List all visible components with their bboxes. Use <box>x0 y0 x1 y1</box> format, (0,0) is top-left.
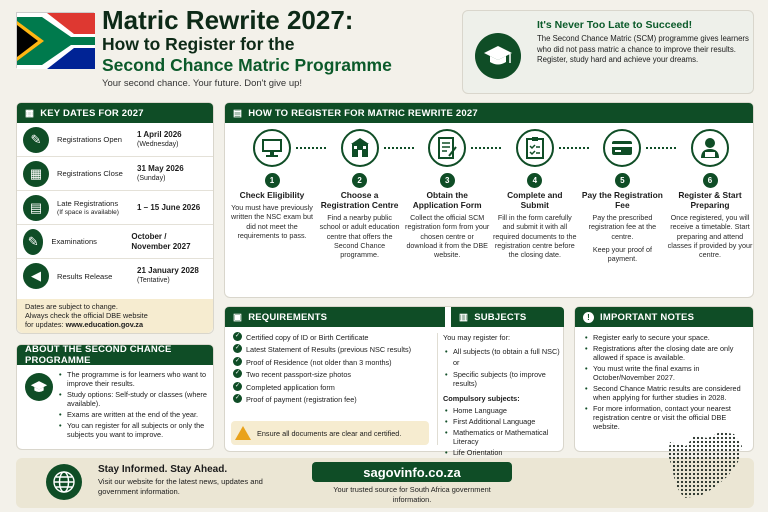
sa-flag <box>16 12 94 68</box>
step-title: Obtain the Application Form <box>412 190 482 210</box>
note-line2: Always check the official DBE website <box>25 311 148 320</box>
requirement-item: ✓ Proof of Residence (not older than 3 months) <box>233 358 433 367</box>
key-date-label: Late Registrations <box>57 198 119 208</box>
requirement-item: ✓ Latest Statement of Results (previous NSC results) <box>233 345 433 354</box>
step-number: 5 <box>615 173 630 188</box>
step-description: You must have previously written the NSC exam but did not meet the requirements to pass. <box>231 203 313 240</box>
step-title: Check Eligibility <box>239 190 305 200</box>
key-date-row <box>17 157 213 191</box>
clipboard-icon: ▣ <box>233 311 243 323</box>
note-line3: for updates: <box>25 320 66 329</box>
step-number: 3 <box>440 173 455 188</box>
key-date-value: October / November 2027 <box>131 231 191 251</box>
key-date-row <box>17 225 213 259</box>
subjects-title: SUBJECTS <box>474 311 527 323</box>
about-panel <box>16 344 214 450</box>
page-title-line2: How to Register for the <box>102 34 295 54</box>
note-item: • For more information, contact your nearest registration centre or visit the official DBE website. <box>583 404 751 431</box>
key-date-value: 1 April 2026 <box>137 129 182 139</box>
key-dates-title: KEY DATES FOR 2027 <box>40 107 144 119</box>
about-item: • Study options: Self-study or classes (where available). <box>57 390 209 408</box>
document-icon: ▤ <box>23 195 49 221</box>
footer-heading: Stay Informed. Stay Ahead. <box>98 464 228 475</box>
step-title: Choose a Registration Centre <box>320 190 399 210</box>
page-title-line1: Matric Rewrite 2027: <box>102 5 354 35</box>
key-date-label: Registrations Close <box>57 169 123 178</box>
site-link-button[interactable] <box>312 462 512 482</box>
requirement-item: ✓ Completed application form <box>233 383 433 392</box>
promo-box <box>462 10 754 94</box>
graduation-cap-icon <box>475 33 521 79</box>
step-number: 2 <box>352 173 367 188</box>
monitor-icon <box>253 129 291 167</box>
sa-map-icon <box>664 428 748 511</box>
step-number: 1 <box>265 173 280 188</box>
key-date-label: Results Release <box>57 271 113 281</box>
info-icon: ! <box>583 312 594 323</box>
school-icon <box>341 129 379 167</box>
step-title: Pay the Registration Fee <box>581 190 663 210</box>
step-description: Pay the prescribed registration fee at the centre. <box>588 213 657 241</box>
promo-body: The Second Chance Matric (SCM) programme gives learners who did not pass matric a chance to improve their results. <box>537 34 749 54</box>
megaphone-icon: ◀ <box>23 263 49 289</box>
calendar-icon: ▦ <box>25 107 35 119</box>
warning-icon <box>235 426 251 440</box>
compulsory-title: Compulsory subjects: <box>443 394 520 403</box>
exam-icon: ✎ <box>23 229 43 255</box>
note-item: • Register early to secure your space. <box>583 333 751 342</box>
step-description-extra: Keep your proof of payment. <box>592 244 652 264</box>
about-item: • The programme is for learners who want to improve their results. <box>57 370 209 388</box>
compulsory-subject: • First Additional Language <box>443 417 563 426</box>
about-title: ABOUT THE SECOND CHANCE PROGRAMME <box>17 345 213 365</box>
notes-title: IMPORTANT NOTES <box>600 311 695 323</box>
tagline: Your second chance. Your future. Don't give up! <box>102 78 303 89</box>
step-6 <box>667 129 753 259</box>
step-title: Register & Start Preparing <box>678 190 742 210</box>
step-description: Fill in the form carefully and submit it with all required documents to the registration centre before the closing date. <box>493 213 577 260</box>
step-5 <box>579 129 665 263</box>
footer <box>16 458 754 508</box>
key-date-value: 21 January 2028 <box>137 266 199 275</box>
step-number: 4 <box>527 173 542 188</box>
checklist-icon <box>516 129 554 167</box>
key-date-value-sub: (Sunday) <box>137 174 166 182</box>
subjects-option-specific: • Specific subjects (to improve results) <box>443 370 563 388</box>
key-date-row <box>17 191 213 225</box>
compulsory-subject: • Mathematics or Mathematical Literacy <box>443 428 563 446</box>
step-description: Find a nearby public school or adult education centre that offers the Second Chance programme. <box>319 213 400 260</box>
key-date-label: Registrations Open <box>57 135 123 144</box>
dates-note <box>17 299 213 333</box>
key-dates-panel <box>16 102 214 334</box>
key-date-row <box>17 259 213 293</box>
footer-body: Visit our website for the latest news, updates and government information. <box>98 477 263 496</box>
key-date-value-sub: (Wednesday) <box>137 140 179 148</box>
globe-icon <box>46 464 82 500</box>
subjects-or: or <box>453 358 460 367</box>
note-item: • Second Chance Matric results are considered when applying for further studies in 2028. <box>583 384 751 402</box>
requirement-item: ✓ Certified copy of ID or Birth Certificate <box>233 333 433 342</box>
how-to-title: HOW TO REGISTER FOR MATRIC REWRITE 2027 <box>248 107 478 119</box>
note-line1: Dates are subject to change. <box>25 302 118 311</box>
promo-body2: Register, study hard and achieve your dreams. <box>537 55 699 64</box>
requirements-panel <box>224 306 564 457</box>
form-icon <box>428 129 466 167</box>
card-icon <box>603 129 641 167</box>
how-to-panel <box>224 102 754 298</box>
step-title: Complete and Submit <box>507 190 563 210</box>
step-description: Collect the official SCM registration form from your chosen centre or download it from the DBE website. <box>405 213 490 260</box>
edit-icon: ✎ <box>23 127 49 153</box>
key-date-value-sub: (Tentative) <box>137 277 170 284</box>
site-url: sagovinfo.co.za <box>363 464 461 480</box>
calendar-icon: ▦ <box>23 161 49 187</box>
note-item: • You must write the final exams in October/November 2027. <box>583 364 751 382</box>
promo-title: It's Never Too Late to Succeed! <box>537 19 693 31</box>
note-item: • Registrations after the closing date are only allowed if space is available. <box>583 344 751 362</box>
key-date-sublabel: (If space is available) <box>57 208 119 216</box>
step-1 <box>229 129 315 240</box>
about-item: • Exams are written at the end of the year. <box>57 410 209 419</box>
steps-icon: ▤ <box>233 107 243 119</box>
step-description: Once registered, you will receive a timetable. Start preparing and attend classes if provided by your centre. <box>667 213 753 260</box>
compulsory-subject: • Life Orientation <box>443 448 563 457</box>
subjects-intro: You may register for: <box>443 333 511 342</box>
requirements-title: REQUIREMENTS <box>248 311 328 323</box>
key-date-value: 1 – 15 June 2026 <box>137 202 201 212</box>
compulsory-subject: • Home Language <box>443 406 563 415</box>
requirement-item: ✓ Proof of payment (registration fee) <box>233 395 433 404</box>
step-number: 6 <box>703 173 718 188</box>
requirement-item: ✓ Two recent passport-size photos <box>233 370 433 379</box>
graduation-cap-icon <box>25 373 53 401</box>
dbe-website-link[interactable]: www.education.gov.za <box>65 320 144 329</box>
page-title-line3: Second Chance Matric Programme <box>102 55 392 75</box>
key-date-value: 31 May 2026 <box>137 163 184 173</box>
key-date-row <box>17 123 213 157</box>
student-icon <box>691 129 729 167</box>
about-item: • You can register for all subjects or only the subjects you want to improve. <box>57 421 209 439</box>
book-icon: ▥ <box>459 311 469 323</box>
subjects-option-all: • All subjects (to obtain a full NSC) <box>443 347 563 356</box>
key-date-label: Examinations <box>51 237 97 246</box>
requirements-warning: Ensure all documents are clear and certified. <box>231 421 429 445</box>
site-subtitle: Your trusted source for South Africa government information. <box>333 485 491 504</box>
